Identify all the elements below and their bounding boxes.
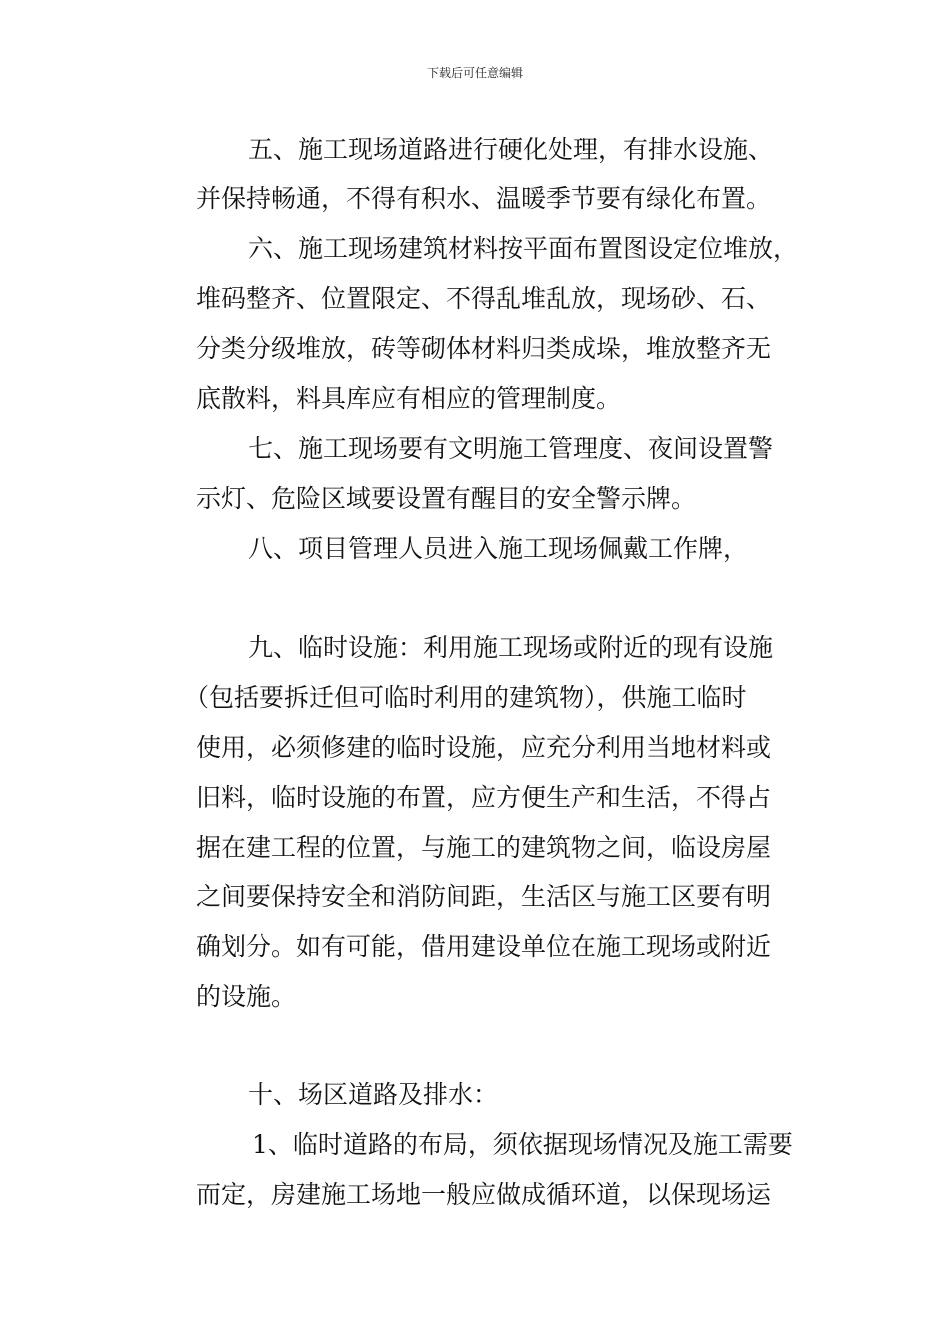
paragraph-9-line-7: 确划分。如有可能，借用建设单位在施工现场或附近	[196, 932, 772, 961]
paragraph-9-line-3: 使用，必须修建的临时设施，应充分利用当地材料或	[196, 733, 772, 762]
page-header-note: 下载后可任意编辑	[426, 66, 523, 80]
paragraph-8-line-1: 八、项目管理人员进入施工现场佩戴工作牌，	[248, 534, 749, 563]
paragraph-5-line-1: 五、施工现场道路进行硬化处理，有排水设施、	[248, 135, 774, 164]
paragraph-6-line-3: 分类分级堆放，砖等砌体材料归类成垛，堆放整齐无	[196, 334, 772, 363]
item-1-line-1: 1、临时道路的布局，须依据现场情况及施工需要	[252, 1130, 793, 1159]
paragraph-9-line-5: 据在建工程的位置，与施工的建筑物之间，临设房屋	[196, 833, 772, 862]
section-10-heading: 十、场区道路及排水：	[248, 1080, 499, 1109]
paragraph-9-line-4: 旧料，临时设施的布置，应方便生产和生活，不得占	[196, 783, 772, 812]
paragraph-9-line-2: （包括要拆迁但可临时利用的建筑物），供施工临时	[184, 683, 747, 712]
item-1-line-2: 而定，房建施工场地一般应做成循环道，以保现场运	[196, 1180, 772, 1209]
paragraph-9-line-6: 之间要保持安全和消防间距，生活区与施工区要有明	[196, 882, 772, 911]
paragraph-6-line-1: 六、施工现场建筑材料按平面布置图设定位堆放，	[248, 234, 799, 263]
paragraph-9-line-1: 九、临时设施：利用施工现场或附近的现有设施	[248, 633, 774, 662]
paragraph-6-line-2: 堆码整齐、位置限定、不得乱堆乱放，现场砂、石、	[196, 284, 772, 313]
paragraph-9-line-8: 的设施。	[196, 982, 297, 1011]
paragraph-7-line-2: 示灯、危险区域要设置有醒目的安全警示牌。	[196, 484, 697, 513]
paragraph-6-line-4: 底散料，料具库应有相应的管理制度。	[196, 384, 622, 413]
paragraph-7-line-1: 七、施工现场要有文明施工管理度、夜间设置警	[248, 434, 774, 463]
paragraph-5-line-2: 并保持畅通，不得有积水、温暖季节要有绿化布置。	[196, 184, 772, 213]
